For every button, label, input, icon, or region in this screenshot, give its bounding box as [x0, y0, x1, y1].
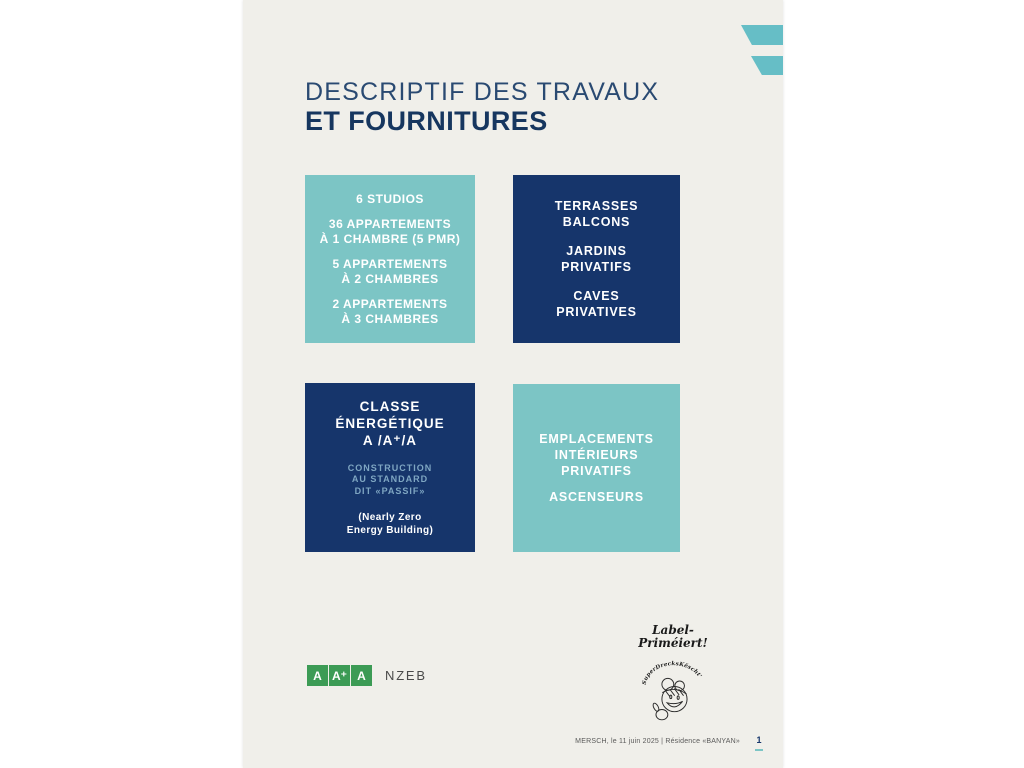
units-box — [305, 175, 475, 343]
sdk-mascot-icon — [628, 651, 718, 725]
box-line: À 1 CHAMBRE (5 PMR) — [319, 231, 461, 246]
box-line: Energy Building) — [346, 525, 434, 537]
sdk-mascot-thumb — [652, 702, 668, 720]
box-group — [347, 511, 433, 537]
box-line: 2 APPARTEMENTS — [332, 296, 448, 311]
box-line: JARDINS — [566, 244, 627, 258]
title-line-1: DESCRIPTIF DES TRAVAUX — [305, 78, 660, 106]
decor-stripe-top — [741, 25, 783, 45]
box-line: 36 APPARTEMENTS — [328, 216, 452, 231]
title-line-2: ET FOURNITURES — [305, 106, 548, 136]
energy-class-box — [305, 383, 475, 552]
exterior-features-box — [513, 175, 680, 343]
box-group — [539, 431, 653, 479]
page-number: 1 — [756, 735, 762, 745]
page-number-underline — [755, 749, 763, 751]
energy-a-plus-badge: A⁺ — [329, 665, 350, 686]
sdk-label-logo — [625, 624, 721, 730]
box-group — [348, 463, 433, 498]
box-line: À 3 CHAMBRES — [341, 311, 439, 326]
sdk-arc-text: SuperDrecksKëscht' — [641, 661, 703, 686]
box-group — [356, 192, 424, 207]
box-line: DIT «PASSIF» — [354, 485, 426, 496]
box-line: 6 STUDIOS — [356, 191, 424, 206]
box-line: AU STANDARD — [351, 474, 429, 485]
box-line: TERRASSES — [554, 199, 639, 213]
sdk-mascot-face — [662, 678, 687, 711]
box-line: CONSTRUCTION — [347, 462, 433, 473]
box-line: PRIVATIFS — [561, 260, 632, 274]
box-group — [556, 288, 636, 320]
energy-a-badge: A — [351, 665, 372, 686]
sdk-label-line-1: Label- — [652, 623, 694, 637]
box-group — [332, 257, 447, 287]
page-title — [305, 79, 659, 136]
box-group — [561, 243, 632, 275]
sdk-label-line-2: Priméiert! — [638, 636, 708, 650]
decor-stripe-bottom — [751, 56, 783, 75]
box-group — [549, 489, 644, 505]
energy-class-label — [307, 665, 427, 686]
box-line: ASCENSEURS — [549, 490, 644, 504]
box-line: ÉNERGÉTIQUE — [335, 415, 445, 431]
box-line: EMPLACEMENTS — [539, 432, 654, 446]
box-line: CAVES — [573, 289, 620, 303]
box-group — [335, 398, 444, 449]
box-line: A /A⁺/A — [362, 432, 418, 448]
interior-features-box — [513, 384, 680, 552]
box-group — [555, 198, 639, 230]
footer-text: MERSCH, le 11 juin 2025 | Résidence «BANYAN» — [575, 738, 740, 745]
energy-a-badge: A — [307, 665, 328, 686]
box-group — [332, 297, 447, 327]
box-line: CLASSE — [359, 398, 421, 414]
box-line: INTÉRIEURS — [554, 448, 639, 462]
box-line: À 2 CHAMBRES — [341, 271, 439, 286]
box-line: PRIVATIFS — [561, 464, 632, 478]
box-group — [320, 217, 461, 247]
box-line: PRIVATIVES — [556, 305, 637, 319]
box-line: 5 APPARTEMENTS — [332, 256, 448, 271]
nzeb-label: NZEB — [385, 668, 427, 683]
document-page — [243, 0, 783, 768]
box-line: BALCONS — [562, 215, 631, 229]
box-line: (Nearly Zero — [358, 512, 422, 524]
